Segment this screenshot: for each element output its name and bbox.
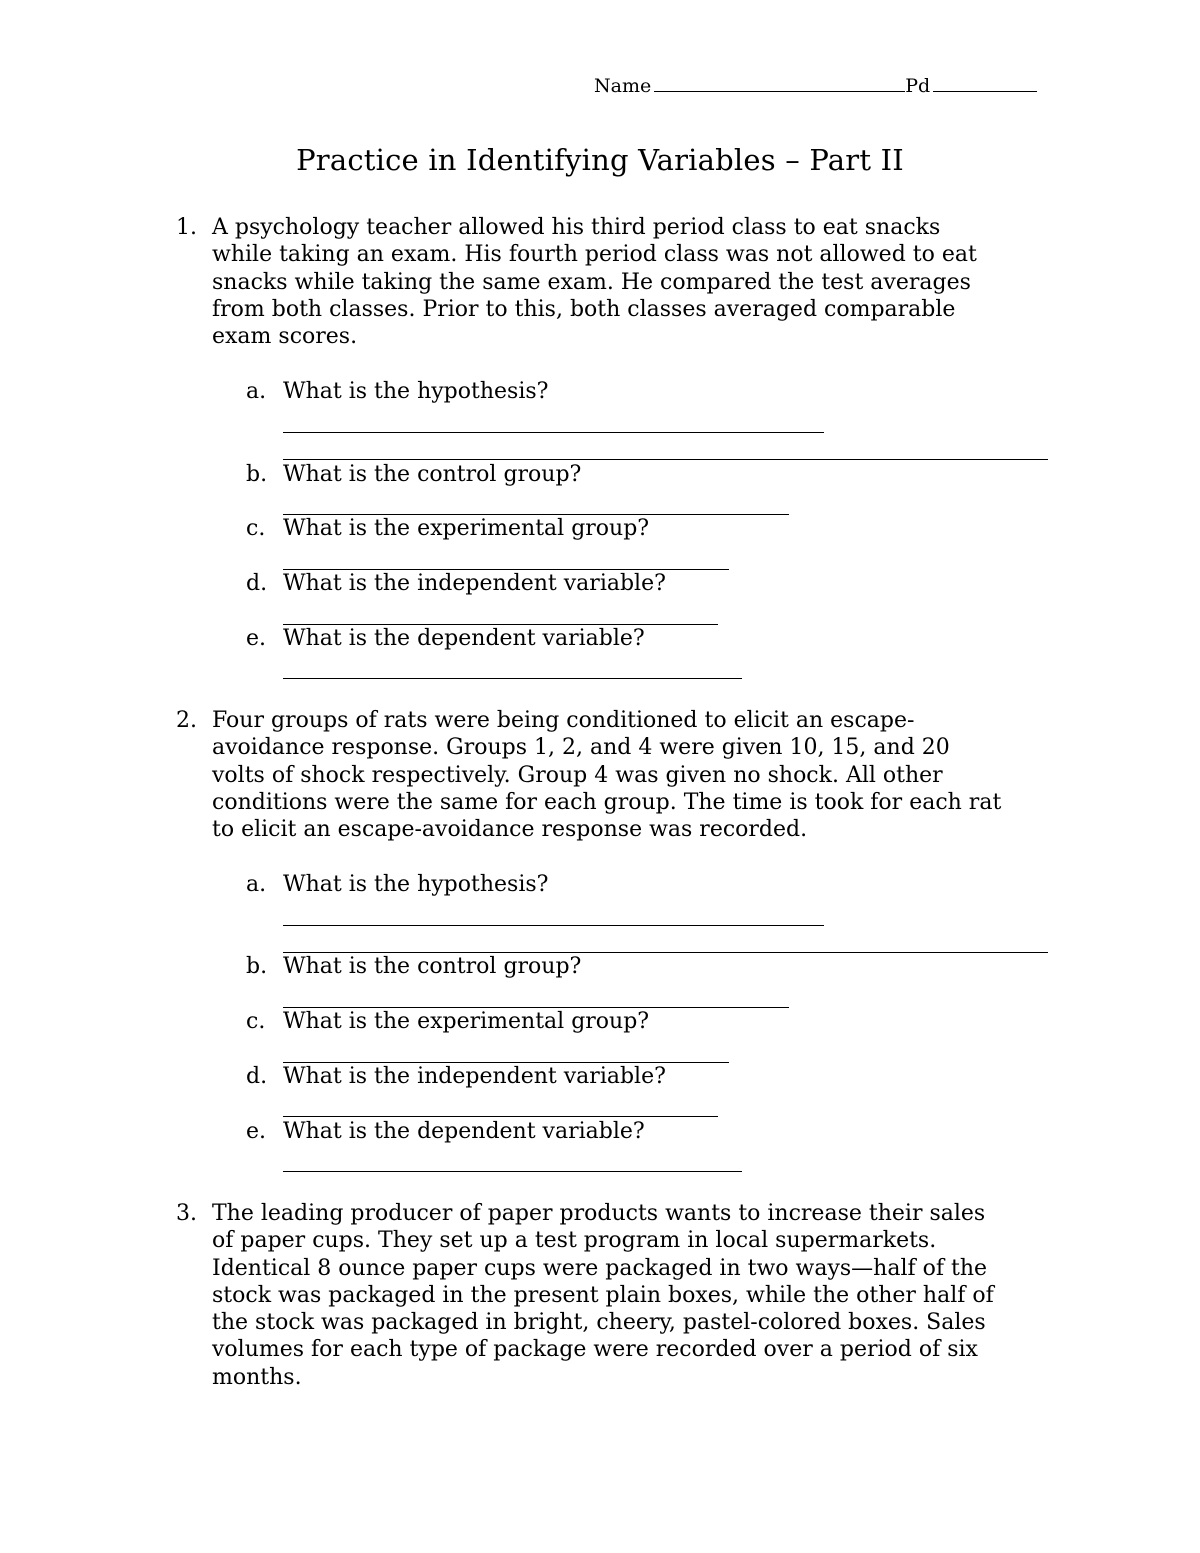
question-3-text: The leading producer of paper products wants to increase their sales of paper cups. They set up a test program in local supermarkets. Identical 8 ounce paper cups were packaged in two ways—half of the stock was packaged in the present plain boxes, while the other half of the stock was packaged in bright, cheery, pastel-colored boxes. Sales volumes for each type of package were recorded over a period of six months. [212,1201,994,1390]
q2-dependent-variable-answer-line[interactable] [283,1171,742,1172]
q2-sub-b-letter: b. [246,954,268,979]
q2-sub-d-letter: d. [246,1064,268,1089]
page-title: Practice in Identifying Variables – Part II [296,143,904,177]
q2-independent-variable-answer-line[interactable] [283,1116,718,1117]
q1-sub-b-letter: b. [246,462,268,487]
question-1-text: A psychology teacher allowed his third period class to eat snacks while taking an exam. His fourth period class was not allowed to eat snacks while taking the same exam. He compared the test averages from both classes. Prior to this, both classes averaged comparable exam scores. [212,215,977,350]
pd-label: Pd [905,75,931,97]
q1-sub-a-text: What is the hypothesis? [283,379,549,404]
q2-sub-c-letter: c. [246,1009,266,1034]
q1-sub-d-text: What is the independent variable? [283,571,666,596]
question-3-number: 3. [176,1201,197,1226]
q2-sub-a-letter: a. [246,872,267,897]
q1-sub-c-letter: c. [246,516,266,541]
q2-sub-b-text: What is the control group? [283,954,582,979]
q1-hypothesis-answer-line-2[interactable] [283,459,1048,460]
q2-sub-d-text: What is the independent variable? [283,1064,666,1089]
name-label: Name [594,75,652,97]
header-name-pd [594,74,1037,98]
question-2-text: Four groups of rats were being conditioned to elicit an escape- avoidance response. Groups 1, 2, and 4 were given 10, 15, and 20 volts of shock respectively. Group 4 was given no shock. All other conditions were the same for each group. The time is took for each rat to elicit an escape-avoidance response was recorded. [212,708,1002,843]
q1-hypothesis-answer-line-1[interactable] [283,432,824,433]
q1-sub-d-letter: d. [246,571,268,596]
pd-blank-line[interactable] [933,90,1037,92]
q2-hypothesis-answer-line-1[interactable] [283,925,824,926]
q2-sub-e-letter: e. [246,1119,267,1144]
q1-sub-b-text: What is the control group? [283,462,582,487]
q1-sub-e-text: What is the dependent variable? [283,626,645,651]
q1-sub-a-letter: a. [246,379,267,404]
q1-dependent-variable-answer-line[interactable] [283,678,742,679]
question-1-number: 1. [176,215,197,240]
q1-sub-c-text: What is the experimental group? [283,516,650,541]
q2-sub-e-text: What is the dependent variable? [283,1119,645,1144]
q2-sub-c-text: What is the experimental group? [283,1009,650,1034]
question-2-number: 2. [176,708,197,733]
name-blank-line[interactable] [654,90,905,92]
q2-sub-a-text: What is the hypothesis? [283,872,549,897]
q1-sub-e-letter: e. [246,626,267,651]
